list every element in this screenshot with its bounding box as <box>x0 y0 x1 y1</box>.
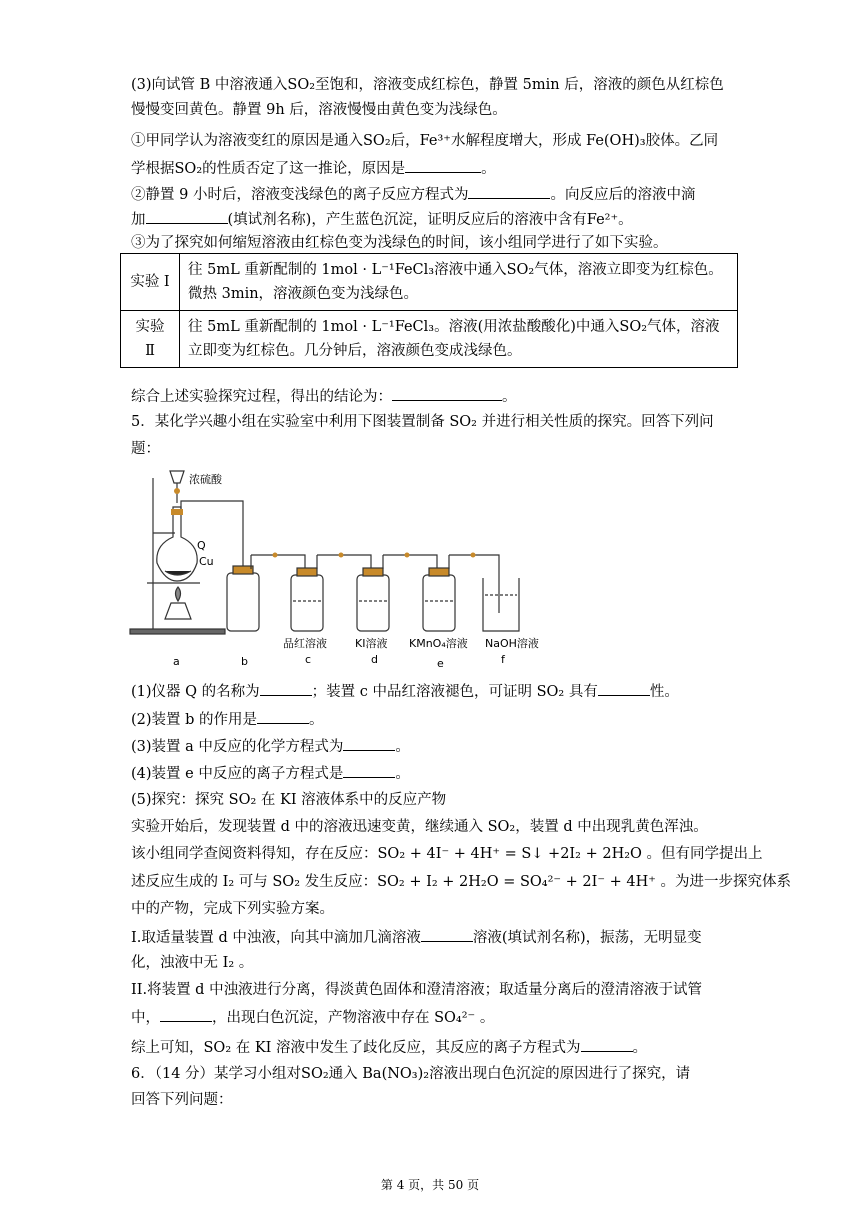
q3-line-4-end: 。 <box>481 161 496 177</box>
q5-para-2: 该小组同学查阅资料得知，存在反应：SO₂ + 4I⁻ + 4H⁺ = S↓ +2I₂ + 2H₂O 。但有同学提出上 <box>131 846 763 862</box>
label-acid: 浓硫酸 <box>189 473 222 486</box>
q5-summary <box>131 1037 647 1058</box>
alcohol-lamp <box>165 603 191 619</box>
answer-blank[interactable] <box>392 386 502 401</box>
answer-blank[interactable] <box>257 709 309 724</box>
q5-step-ii-1: II.将装置 d 中浊液进行分离，得淡黄色固体和澄清溶液；取适量分离后的澄清溶液于试管 <box>131 982 703 998</box>
q5-step-ii-end: ，出现白色沉淀，产物溶液中存在 SO₄²⁻ 。 <box>212 1010 495 1026</box>
q3-line-6-text: 加 <box>131 212 146 228</box>
q5-para-3: 述反应生成的 I₂ 可与 SO₂ 发生反应：SO₂ + I₂ + 2H₂O = SO₄²⁻ + 2I⁻ + 4H⁺ 。为进一步探究体系 <box>131 874 792 890</box>
q3-line-5-text: ②静置 9 小时后，溶液变浅绿色的离子反应方程式为 <box>131 187 469 203</box>
table-cell-label: 实验 Ⅱ <box>121 311 180 368</box>
q6-line-1: 6．（14 分）某学习小组对SO₂通入 Ba(NO₃)₂溶液出现白色沉淀的原因进行了探究，请 <box>131 1066 691 1082</box>
label-c: c <box>305 653 312 666</box>
round-flask <box>157 507 197 581</box>
experiment-table <box>120 253 738 368</box>
table-cell-label: 实验 I <box>121 254 180 311</box>
q5-step-i-text: I.取适量装置 d 中浊液，向其中滴加几滴溶液 <box>131 930 421 946</box>
table-row <box>121 311 738 368</box>
q5-intro-1: 5．某化学兴趣小组在实验室中利用下图装置制备 SO₂ 并进行相关性质的探究。回答下列问 <box>131 414 714 430</box>
table-cell-text: 往 5mL 重新配制的 1mol · L⁻¹FeCl₃。溶液(用浓盐酸酸化)中通入SO₂气体，溶液立即变为红棕色。几分钟后，溶液颜色变成浅绿色。 <box>180 311 738 368</box>
dropping-funnel <box>170 471 184 483</box>
label-b: b <box>241 655 248 668</box>
q3-line-3: ①甲同学认为溶液变红的原因是通入SO₂后，Fe³⁺水解程度增大，形成 Fe(OH)₃胶体。乙同 <box>131 133 719 149</box>
answer-blank[interactable] <box>468 184 550 199</box>
q5-summary-end: 。 <box>632 1040 648 1056</box>
label-e-solution: KMnO₄溶液 <box>409 637 468 650</box>
q5-sub-4-end: 。 <box>395 766 410 782</box>
bottle-e <box>423 575 455 631</box>
q5-step-i-1 <box>131 927 702 948</box>
q5-sub-4 <box>131 763 410 784</box>
q5-step-ii-2 <box>131 1007 494 1028</box>
label-f-solution: NaOH溶液 <box>485 637 539 650</box>
q5-sub-3 <box>131 736 410 757</box>
q5-sub-1-text: (1)仪器 Q 的名称为 <box>131 684 260 700</box>
q3-line-7: ③为了探究如何缩短溶液由红棕色变为浅绿色的时间，该小组同学进行了如下实验。 <box>131 235 668 251</box>
page-footer: 第 4 页，共 50 页 <box>380 1178 480 1192</box>
q5-sub-2 <box>131 709 324 730</box>
q6-line-2: 回答下列问题： <box>131 1092 233 1108</box>
answer-blank[interactable] <box>343 763 395 778</box>
answer-blank[interactable] <box>260 681 312 696</box>
q5-step-i-end: 溶液(填试剂名称)，振荡，无明显变 <box>472 930 702 946</box>
q3-line-4-text: 学根据SO₂的性质否定了这一推论，原因是 <box>131 161 406 177</box>
label-f: f <box>501 653 505 666</box>
q5-sub-5: (5)探究：探究 SO₂ 在 KI 溶液体系中的反应产物 <box>131 792 447 808</box>
q5-para-4: 中的产物，完成下列实验方案。 <box>131 901 334 917</box>
label-cu: Cu <box>199 555 214 568</box>
label-q: Q <box>197 539 206 552</box>
answer-blank[interactable] <box>405 158 481 173</box>
label-d-solution: KI溶液 <box>355 637 388 650</box>
table-row <box>121 254 738 311</box>
q5-para-1: 实验开始后，发现装置 d 中的溶液迅速变黄，继续通入 SO₂，装置 d 中出现乳黄色浑浊。 <box>131 819 708 835</box>
beaker-f <box>483 578 519 631</box>
answer-blank[interactable] <box>160 1007 212 1022</box>
conclusion-end: 。 <box>502 389 517 405</box>
answer-blank[interactable] <box>598 681 650 696</box>
q5-sub-2-text: (2)装置 b 的作用是 <box>131 712 258 728</box>
q3-line-6-end: (填试剂名称)，产生蓝色沉淀，证明反应后的溶液中含有Fe²⁺。 <box>227 212 633 228</box>
conclusion-line <box>131 386 517 407</box>
label-d: d <box>371 653 378 666</box>
label-c-solution: 品红溶液 <box>283 637 327 650</box>
bottle-b <box>227 573 259 631</box>
q3-line-6 <box>131 209 633 230</box>
q5-sub-3-end: 。 <box>395 739 410 755</box>
conclusion-text: 综合上述实验探究过程，得出的结论为： <box>131 389 392 405</box>
table-cell-text: 往 5mL 重新配制的 1mol · L⁻¹FeCl₃溶液中通入SO₂气体，溶液立即变为红棕色。微热 3min，溶液颜色变为浅绿色。 <box>180 254 738 311</box>
q5-sub-4-text: (4)装置 e 中反应的离子方程式是 <box>131 766 344 782</box>
q3-line-2: 慢慢变回黄色。静置 9h 后，溶液慢慢由黄色变为浅绿色。 <box>131 102 507 118</box>
iron-stand-base <box>130 629 225 634</box>
label-e: e <box>437 657 444 670</box>
answer-blank[interactable] <box>581 1037 633 1052</box>
answer-blank[interactable] <box>421 927 473 942</box>
answer-blank[interactable] <box>146 209 228 224</box>
bottle-d <box>357 575 389 631</box>
q3-line-5 <box>131 184 695 205</box>
q3-line-1: (3)向试管 B 中溶液通入SO₂至饱和，溶液变成红棕色，静置 5min 后，溶液的颜色从红棕色 <box>131 77 724 93</box>
q5-sub-1 <box>131 681 679 702</box>
q5-sub-2-end: 。 <box>309 712 324 728</box>
q5-step-i-2: 化，浊液中无 I₂ 。 <box>131 955 254 971</box>
q5-step-ii-text: 中， <box>131 1010 160 1026</box>
apparatus-diagram <box>125 463 555 673</box>
q5-intro-2: 题： <box>131 441 160 457</box>
q3-line-4 <box>131 158 496 179</box>
q5-sub-1-end: 性。 <box>649 684 679 700</box>
bottle-c <box>291 575 323 631</box>
q5-sub-1-mid: ；装置 c 中品红溶液褪色，可证明 SO₂ 具有 <box>311 684 598 700</box>
answer-blank[interactable] <box>343 736 395 751</box>
q5-sub-3-text: (3)装置 a 中反应的化学方程式为 <box>131 739 344 755</box>
q5-summary-text: 综上可知，SO₂ 在 KI 溶液中发生了歧化反应，其反应的离子方程式为 <box>131 1040 581 1056</box>
q3-line-5-end: 。向反应后的溶液中滴 <box>550 187 696 203</box>
label-a: a <box>173 655 180 668</box>
